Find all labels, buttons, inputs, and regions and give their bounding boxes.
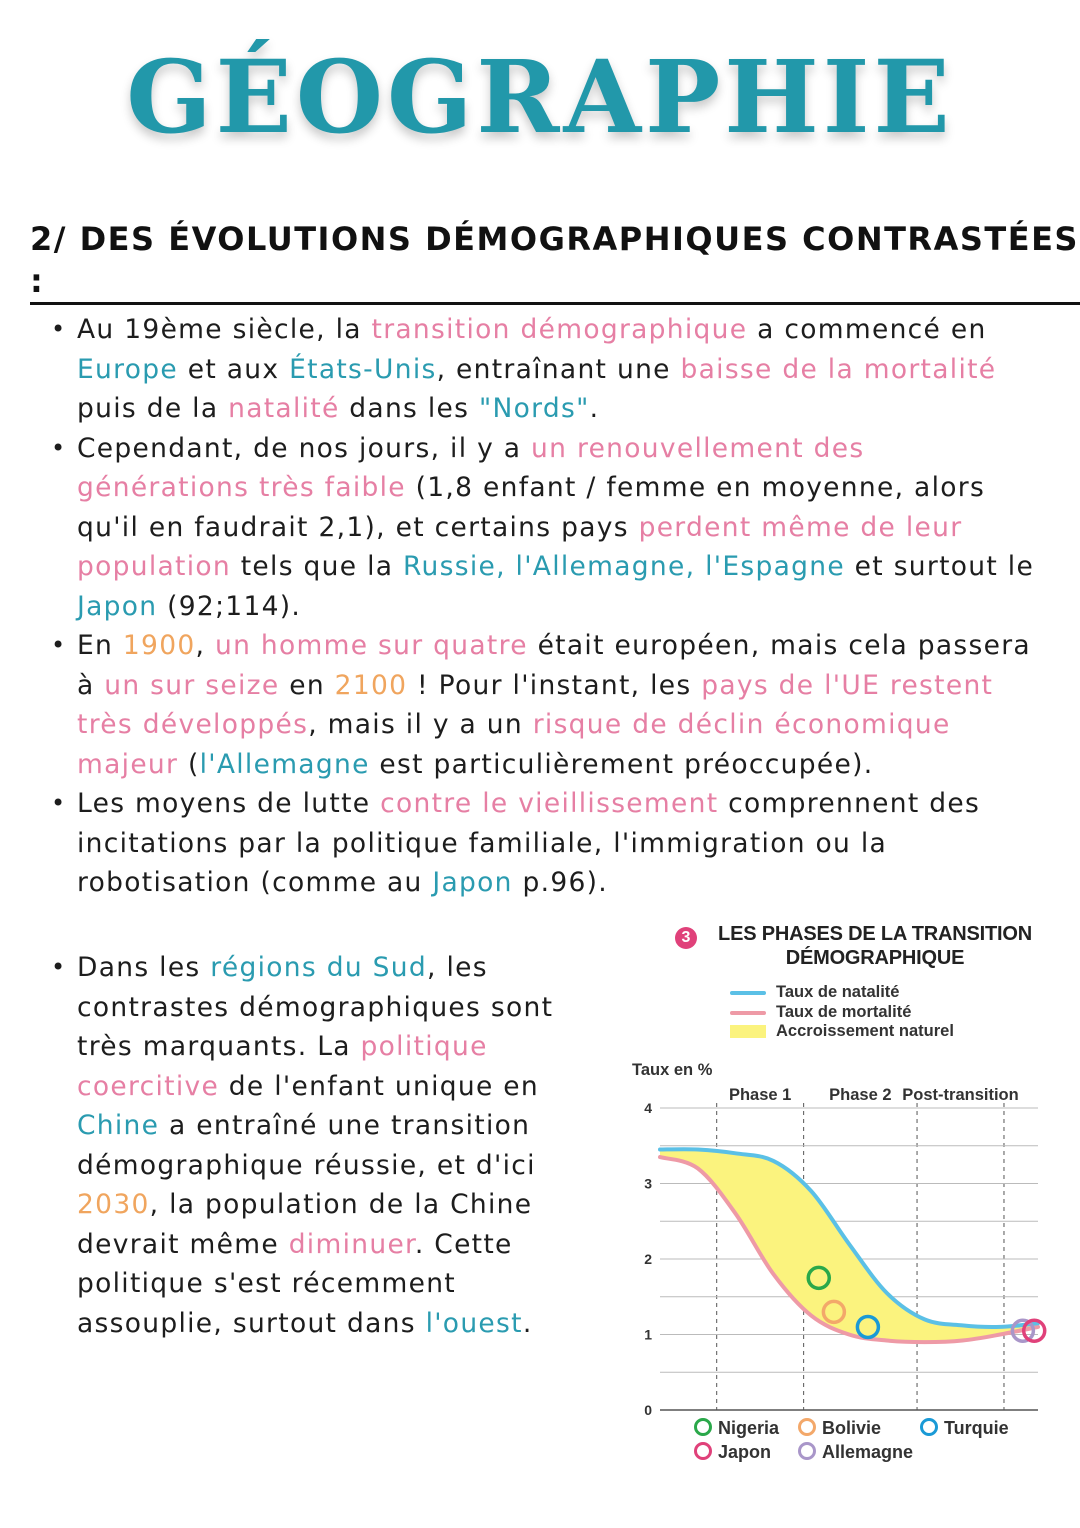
page-title: GÉOGRAPHIE: [126, 38, 954, 156]
y-tick-label: 3: [644, 1175, 652, 1192]
y-tick-label: 4: [644, 1100, 652, 1116]
bolivie-circle-icon: [798, 1418, 816, 1436]
bullet-item: • En 1900, un homme sur quatre était européen, mais cela passera à un sur seize en 2100 ! Pour l'instant, les pays de l'UE restent très développés, mais il y a un risque de déclin économique majeur (l'Allemagne est particulièrement préoccupée).: [46, 626, 1046, 784]
country-allemagne: Allemagne: [798, 1442, 913, 1463]
bullet-list: [46, 310, 1046, 903]
figure-number-badge: 3: [675, 927, 697, 949]
turquie-circle-icon: [920, 1418, 938, 1436]
bullet-item: • Au 19ème siècle, la transition démographique a commencé en Europe et aux États-Unis, entraînant une baisse de la mortalité puis de la natalité dans les "Nords".: [46, 310, 1046, 429]
bullet-item: • Dans les régions du Sud, les contrastes démographiques sont très marquants. La politique coercitive de l'enfant unique en Chine a entraîné une transition démographique réussie, et d'ici 2030, la population de la Chine devrait même diminuer. Cette politique s'est récemment assouplie, surtout dans l'ouest.: [46, 948, 606, 1343]
japon-circle-icon: [694, 1442, 712, 1460]
allemagne-circle-icon: [798, 1442, 816, 1460]
section-heading: 2/ DES ÉVOLUTIONS DÉMOGRAPHIQUES CONTRASTÉES :: [30, 218, 1080, 305]
mortalite-line-swatch: [730, 1011, 766, 1015]
legend-natalite: Taux de natalité: [730, 982, 899, 1002]
bullet-list-south: [46, 948, 606, 1343]
y-axis-label: Taux en %: [632, 1061, 713, 1079]
figure-title: LES PHASES DE LA TRANSITION DÉMOGRAPHIQUE: [718, 923, 1032, 969]
nigeria-circle-icon: [694, 1418, 712, 1436]
country-bolivie: Bolivie: [798, 1418, 881, 1439]
accroissement-swatch: [730, 1025, 766, 1038]
y-tick-label: 0: [644, 1402, 652, 1418]
bullet-item: • Les moyens de lutte contre le vieillissement comprennent des incitations par la politique familiale, l'immigration ou la robotisation (comme au Japon p.96).: [46, 784, 1046, 903]
transition-figure: [620, 918, 1070, 1478]
bullet-item: • Cependant, de nos jours, il y a un renouvellement des générations très faible (1,8 enfant / femme en moyenne, alors qu'il en faudrait 2,1), et certains pays perdent même de leur population tels que la Russie, l'Allemagne, l'Espagne et surtout le Japon (92;114).: [46, 429, 1046, 627]
legend-accroissement: Accroissement naturel: [730, 1021, 954, 1041]
y-tick-label: 1: [644, 1326, 652, 1343]
phase-label: Phase 1: [728, 1086, 792, 1104]
transition-chart: [620, 1048, 1070, 1438]
y-tick-label: 2: [644, 1251, 652, 1267]
natalite-line-swatch: [730, 991, 766, 995]
country-nigeria: Nigeria: [694, 1418, 779, 1439]
phase-label: Post-transition: [902, 1086, 1019, 1104]
phase-label: Phase 2: [829, 1086, 892, 1104]
legend-mortalite: Taux de mortalité: [730, 1002, 911, 1022]
country-turquie: Turquie: [920, 1418, 1009, 1439]
country-japon: Japon: [694, 1442, 771, 1463]
